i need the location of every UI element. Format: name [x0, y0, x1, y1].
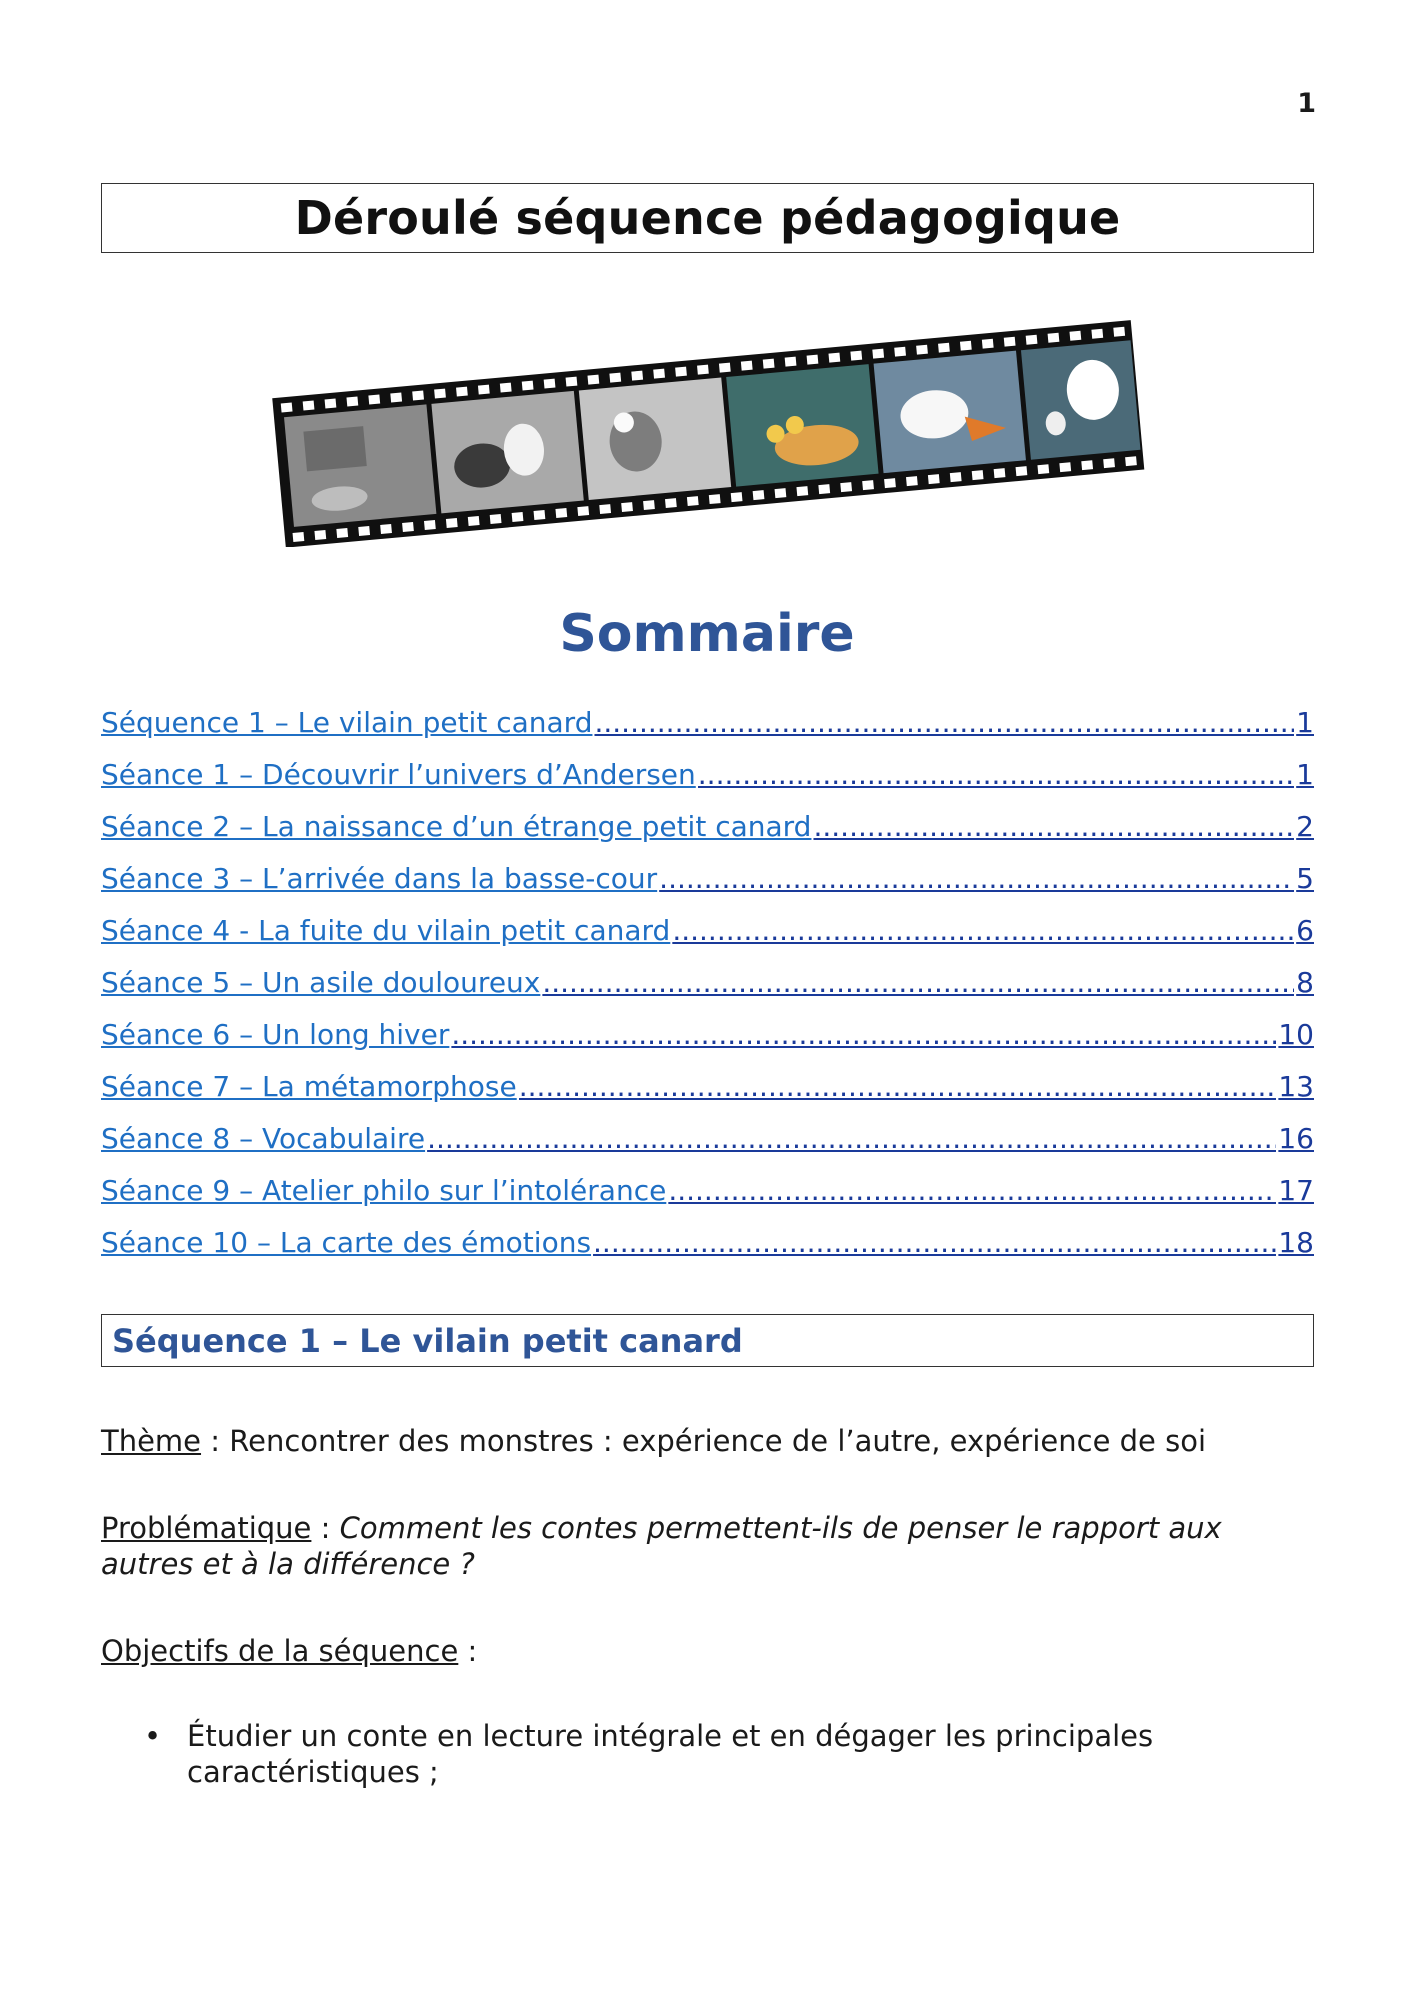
- toc-item-label[interactable]: Séance 5 – Un asile douloureux: [101, 966, 541, 999]
- toc-item-page[interactable]: 17: [1278, 1174, 1314, 1207]
- toc-leader-dots: [659, 862, 1294, 895]
- film-sprocket-hole: [303, 401, 315, 411]
- film-sprocket-hole: [314, 530, 326, 540]
- film-sprocket-hole: [555, 508, 567, 518]
- film-sprocket-hole: [609, 373, 621, 383]
- film-sprocket-hole: [1103, 458, 1115, 468]
- film-sprocket-hole: [643, 500, 655, 510]
- toc-item-label[interactable]: Séance 6 – Un long hiver: [101, 1018, 450, 1051]
- toc-leader-dots: [668, 1174, 1276, 1207]
- film-sprocket-hole: [577, 506, 589, 516]
- film-sprocket-hole: [434, 389, 446, 399]
- toc-leader-dots: [813, 810, 1294, 843]
- film-sprocket-hole: [719, 363, 731, 373]
- toc-item[interactable]: [101, 1226, 1314, 1278]
- objectifs-label: Objectifs de la séquence: [101, 1634, 459, 1668]
- film-sprocket-hole: [818, 484, 830, 494]
- film-sprocket-hole: [534, 510, 546, 520]
- film-sprocket-hole: [972, 470, 984, 480]
- toc-item-page[interactable]: 13: [1278, 1070, 1314, 1103]
- film-sprocket-hole: [293, 532, 305, 542]
- toc-item-page[interactable]: 10: [1278, 1018, 1314, 1051]
- toc-item-label[interactable]: Séance 4 - La fuite du vilain petit canard: [101, 914, 671, 947]
- toc-leader-dots: [427, 1122, 1276, 1155]
- film-strip-image: [265, 315, 1150, 547]
- toc-item-label[interactable]: Séance 3 – L’arrivée dans la basse-cour: [101, 862, 658, 895]
- theme-text: Rencontrer des monstres : expérience de l’autre, expérience de soi: [229, 1424, 1207, 1458]
- toc-item[interactable]: [101, 1122, 1314, 1174]
- toc-item[interactable]: [101, 1018, 1314, 1070]
- film-sprocket-hole: [862, 480, 874, 490]
- toc-item-page[interactable]: 6: [1296, 914, 1314, 947]
- film-sprocket-hole: [402, 522, 414, 532]
- film-sprocket-hole: [1016, 466, 1028, 476]
- film-sprocket-hole: [1081, 460, 1093, 470]
- film-sprocket-hole: [446, 518, 458, 528]
- toc-item-page[interactable]: 16: [1278, 1122, 1314, 1155]
- film-sprocket-hole: [982, 339, 994, 349]
- film-sprocket-hole: [1037, 464, 1049, 474]
- problematique-text: Comment les contes permettent-ils de penser le rapport aux autres et à la différence ?: [101, 1511, 1222, 1581]
- theme-separator: :: [201, 1424, 230, 1458]
- toc-item-label[interactable]: Séance 10 – La carte des émotions: [101, 1226, 592, 1259]
- problematique-label: Problématique: [101, 1511, 312, 1545]
- problematique-separator: :: [311, 1511, 340, 1545]
- film-sprocket-hole: [709, 494, 721, 504]
- film-sprocket-hole: [566, 377, 578, 387]
- toc-item-label[interactable]: Séance 8 – Vocabulaire: [101, 1122, 426, 1155]
- film-sprocket-hole: [281, 403, 293, 413]
- film-sprocket-hole: [390, 393, 402, 403]
- toc-item[interactable]: [101, 862, 1314, 914]
- film-sprocket-hole: [544, 379, 556, 389]
- film-sprocket-hole: [763, 359, 775, 369]
- film-sprocket-hole: [522, 381, 534, 391]
- toc-leader-dots: [594, 706, 1294, 739]
- toc-leader-dots: [593, 1226, 1276, 1259]
- film-sprocket-hole: [894, 347, 906, 357]
- toc-leader-dots: [451, 1018, 1276, 1051]
- toc-item-page[interactable]: 1: [1296, 706, 1314, 739]
- section-heading-box: [101, 1314, 1314, 1367]
- film-sprocket-hole: [1026, 335, 1038, 345]
- film-sprocket-hole: [872, 349, 884, 359]
- toc-item-label[interactable]: Séance 1 – Découvrir l’univers d’Andersen: [101, 758, 696, 791]
- toc-item-label[interactable]: Séance 9 – Atelier philo sur l’intolérance: [101, 1174, 667, 1207]
- page-number: 1: [1297, 88, 1316, 119]
- film-sprocket-hole: [368, 395, 380, 405]
- film-sprocket-hole: [697, 365, 709, 375]
- toc-item-label[interactable]: Séance 2 – La naissance d’un étrange petit canard: [101, 810, 812, 843]
- toc-item[interactable]: [101, 1070, 1314, 1122]
- film-sprocket-hole: [1059, 462, 1071, 472]
- toc-leader-dots: [698, 758, 1294, 791]
- toc-item-page[interactable]: 5: [1296, 862, 1314, 895]
- film-sprocket-hole: [796, 486, 808, 496]
- film-sprocket-hole: [631, 371, 643, 381]
- document-title-box: [101, 183, 1314, 253]
- film-sprocket-hole: [785, 357, 797, 367]
- film-sprocket-hole: [1125, 456, 1137, 466]
- film-sprocket-hole: [336, 528, 348, 538]
- film-sprocket-hole: [1091, 329, 1103, 339]
- film-sprocket-hole: [731, 492, 743, 502]
- toc-leader-dots: [672, 914, 1294, 947]
- toc-item-page[interactable]: 1: [1296, 758, 1314, 791]
- film-sprocket-hole: [346, 397, 358, 407]
- objectifs-paragraph: [101, 1633, 1314, 1669]
- toc-item[interactable]: [101, 914, 1314, 966]
- document-title: Déroulé séquence pédagogique: [294, 191, 1121, 245]
- film-sprocket-hole: [916, 345, 928, 355]
- toc-item[interactable]: [101, 706, 1314, 758]
- film-sprocket-hole: [500, 383, 512, 393]
- toc-item[interactable]: [101, 758, 1314, 810]
- film-sprocket-hole: [512, 512, 524, 522]
- theme-paragraph: [101, 1423, 1314, 1459]
- film-sprocket-hole: [807, 355, 819, 365]
- film-sprocket-hole: [468, 516, 480, 526]
- film-sprocket-hole: [950, 472, 962, 482]
- film-sprocket-hole: [960, 341, 972, 351]
- toc-leader-dots: [542, 966, 1294, 999]
- film-sprocket-hole: [412, 391, 424, 401]
- toc-heading: Sommaire: [559, 604, 855, 664]
- toc-item[interactable]: [101, 810, 1314, 862]
- film-sprocket-hole: [490, 514, 502, 524]
- film-sprocket-hole: [906, 476, 918, 486]
- film-sprocket-hole: [1004, 337, 1016, 347]
- film-sprocket-hole: [380, 524, 392, 534]
- film-sprocket-hole: [621, 502, 633, 512]
- film-sprocket-hole: [478, 385, 490, 395]
- toc-leader-dots: [519, 1070, 1277, 1103]
- film-sprocket-hole: [1048, 333, 1060, 343]
- film-sprocket-hole: [884, 478, 896, 488]
- film-sprocket-hole: [456, 387, 468, 397]
- toc-item-page[interactable]: 8: [1296, 966, 1314, 999]
- film-sprocket-hole: [325, 399, 337, 409]
- toc-item-label[interactable]: Séquence 1 – Le vilain petit canard: [101, 706, 593, 739]
- toc-item[interactable]: [101, 1174, 1314, 1226]
- film-sprocket-hole: [741, 361, 753, 371]
- film-sprocket-hole: [665, 498, 677, 508]
- toc-item-page[interactable]: 18: [1278, 1226, 1314, 1259]
- film-sprocket-hole: [687, 496, 699, 506]
- film-sprocket-hole: [587, 375, 599, 385]
- film-sprocket-hole: [424, 520, 436, 530]
- toc-item[interactable]: [101, 966, 1314, 1018]
- film-sprocket-hole: [1113, 327, 1125, 337]
- film-sprocket-hole: [938, 343, 950, 353]
- section-heading: Séquence 1 – Le vilain petit canard: [112, 1321, 743, 1360]
- film-sprocket-hole: [928, 474, 940, 484]
- film-sprocket-hole: [1069, 331, 1081, 341]
- objectifs-list: [140, 1718, 1290, 1790]
- objectifs-separator: :: [458, 1634, 478, 1668]
- film-sprocket-hole: [775, 488, 787, 498]
- toc-item-page[interactable]: 2: [1296, 810, 1314, 843]
- film-sprocket-hole: [675, 367, 687, 377]
- film-sprocket-hole: [840, 482, 852, 492]
- table-of-contents: [101, 706, 1314, 1278]
- film-sprocket-hole: [828, 353, 840, 363]
- film-sprocket-hole: [994, 468, 1006, 478]
- problematique-paragraph: [101, 1510, 1314, 1582]
- film-sprocket-hole: [599, 504, 611, 514]
- film-sprocket-hole: [358, 526, 370, 536]
- film-sprocket-hole: [850, 351, 862, 361]
- theme-label: Thème: [101, 1424, 202, 1458]
- film-sprocket-hole: [753, 490, 765, 500]
- toc-item-label[interactable]: Séance 7 – La métamorphose: [101, 1070, 517, 1103]
- film-sprocket-hole: [653, 369, 665, 379]
- list-item: • Étudier un conte en lecture intégrale et en dégager les principales caractéristiques ;: [140, 1718, 1290, 1790]
